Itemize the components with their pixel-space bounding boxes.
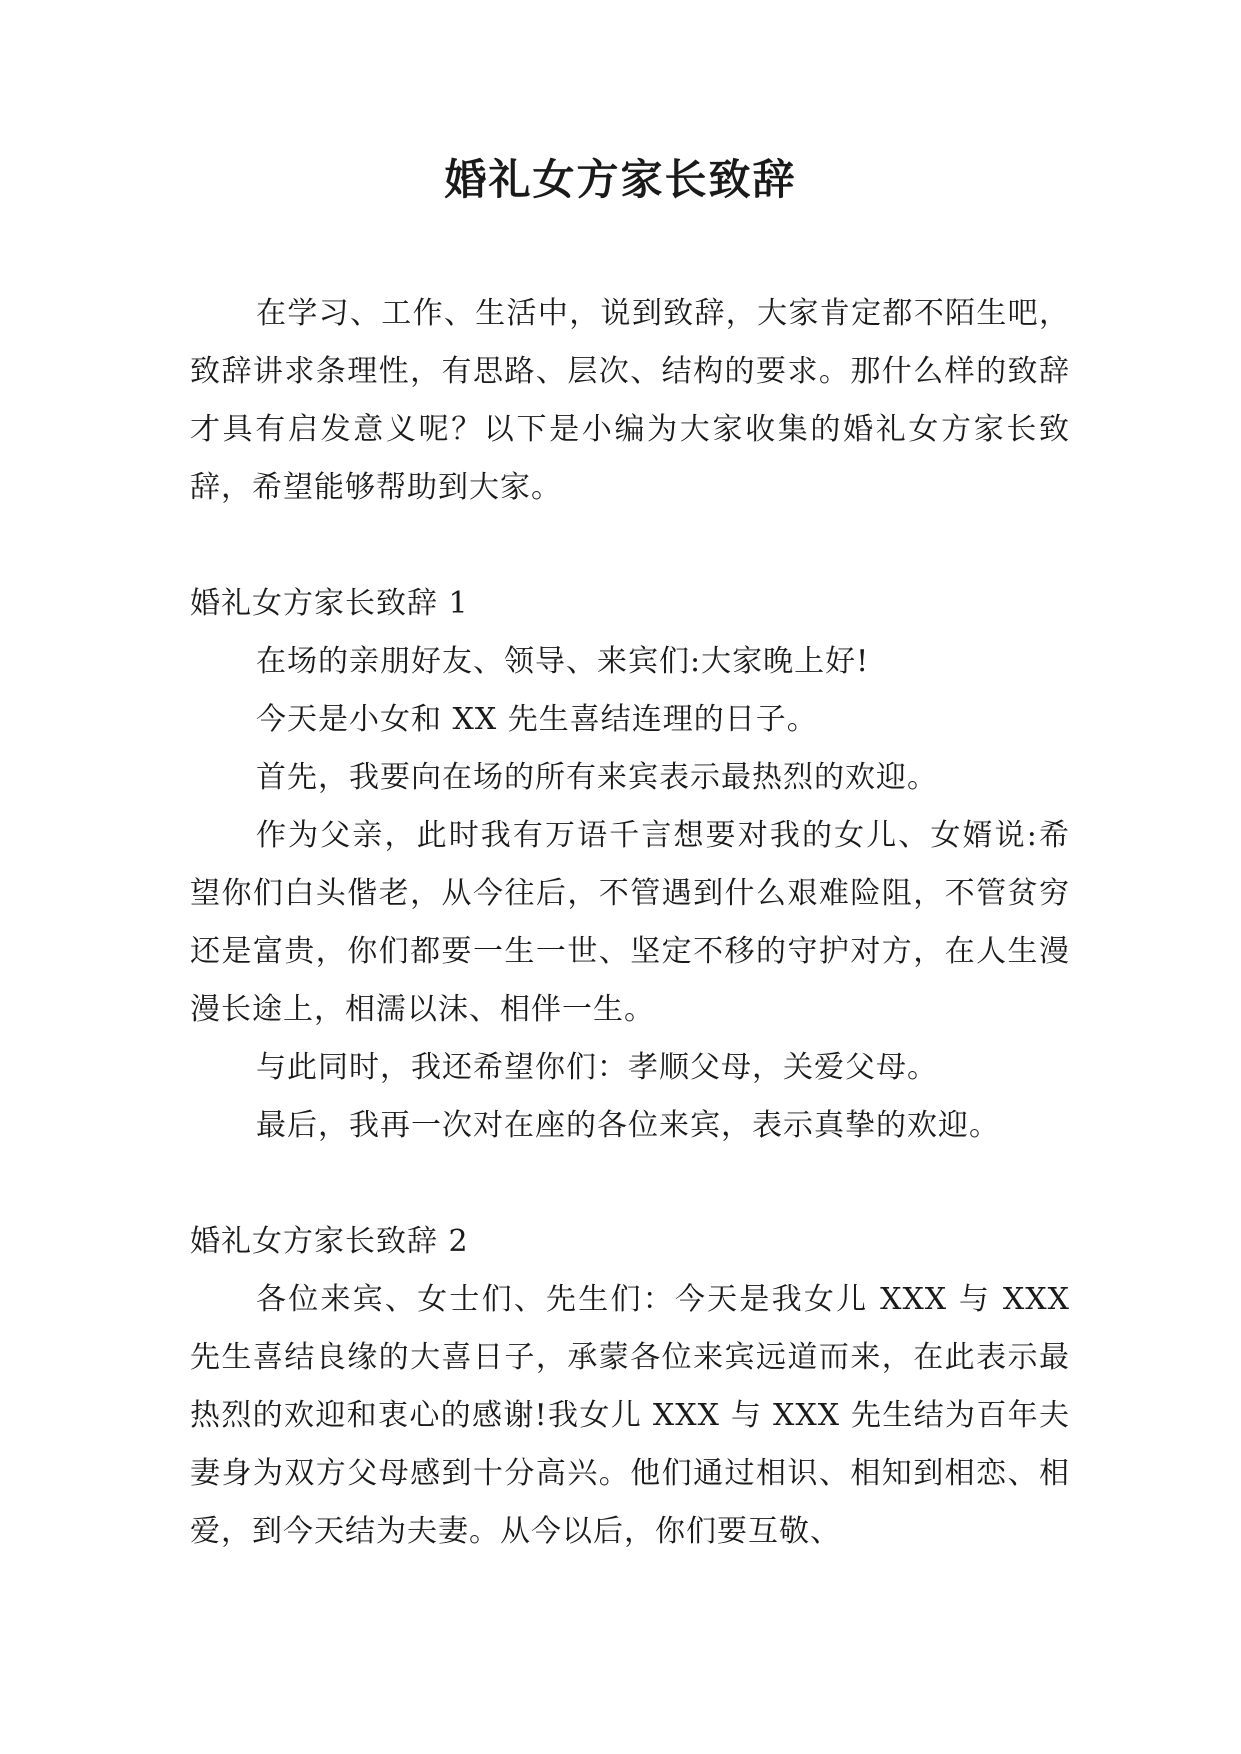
- section-1-paragraph: 作为父亲，此时我有万语千言想要对我的女儿、女婿说:希望你们白头偕老，从今往后，不管遇到什么艰难险阻，不管贫穷还是富贵，你们都要一生一世、坚定不移的守护对方，在人生漫漫长途上，相濡以沫、相伴一生。: [190, 818, 1070, 1027]
- section-1-paragraph: 最后，我再一次对在座的各位来宾，表示真挚的欢迎。: [256, 1108, 1000, 1143]
- intro-paragraph: 在学习、工作、生活中，说到致辞，大家肯定都不陌生吧，致辞讲求条理性，有思路、层次、结构的要求。那什么样的致辞才具有启发意义呢？以下是小编为大家收集的婚礼女方家长致辞，希望能够帮助到大家。: [190, 296, 1070, 505]
- section-2-paragraph: 各位来宾、女士们、先生们：今天是我女儿 XXX 与 XXX 先生喜结良缘的大喜日子，承蒙各位来宾远道而来，在此表示最热烈的欢迎和衷心的感谢!我女儿 XXX 与 XXX 先生结为百年夫妻身为双方父母感到十分高兴。他们通过相识、相知到相恋、相爱，到今天结为夫妻。从今以后，你们要互敬、: [190, 1282, 1070, 1549]
- section-1-paragraph: 与此同时，我还希望你们：孝顺父母，关爱父母。: [256, 1050, 938, 1085]
- section-2-heading: 婚礼女方家长致辞 2: [190, 1224, 469, 1259]
- section-spacer: [190, 517, 1070, 575]
- section-1-paragraph: 首先，我要向在场的所有来宾表示最热烈的欢迎。: [256, 760, 938, 795]
- document-body: [190, 285, 1070, 1561]
- document-title: 婚礼女方家长致辞: [444, 155, 797, 204]
- section-1-heading: 婚礼女方家长致辞 1: [190, 586, 469, 621]
- section-1-paragraph: 今天是小女和 XX 先生喜结连理的日子。: [256, 702, 818, 737]
- section-spacer: [190, 1155, 1070, 1213]
- section-1-paragraph: 在场的亲朋好友、领导、来宾们:大家晚上好!: [256, 644, 870, 679]
